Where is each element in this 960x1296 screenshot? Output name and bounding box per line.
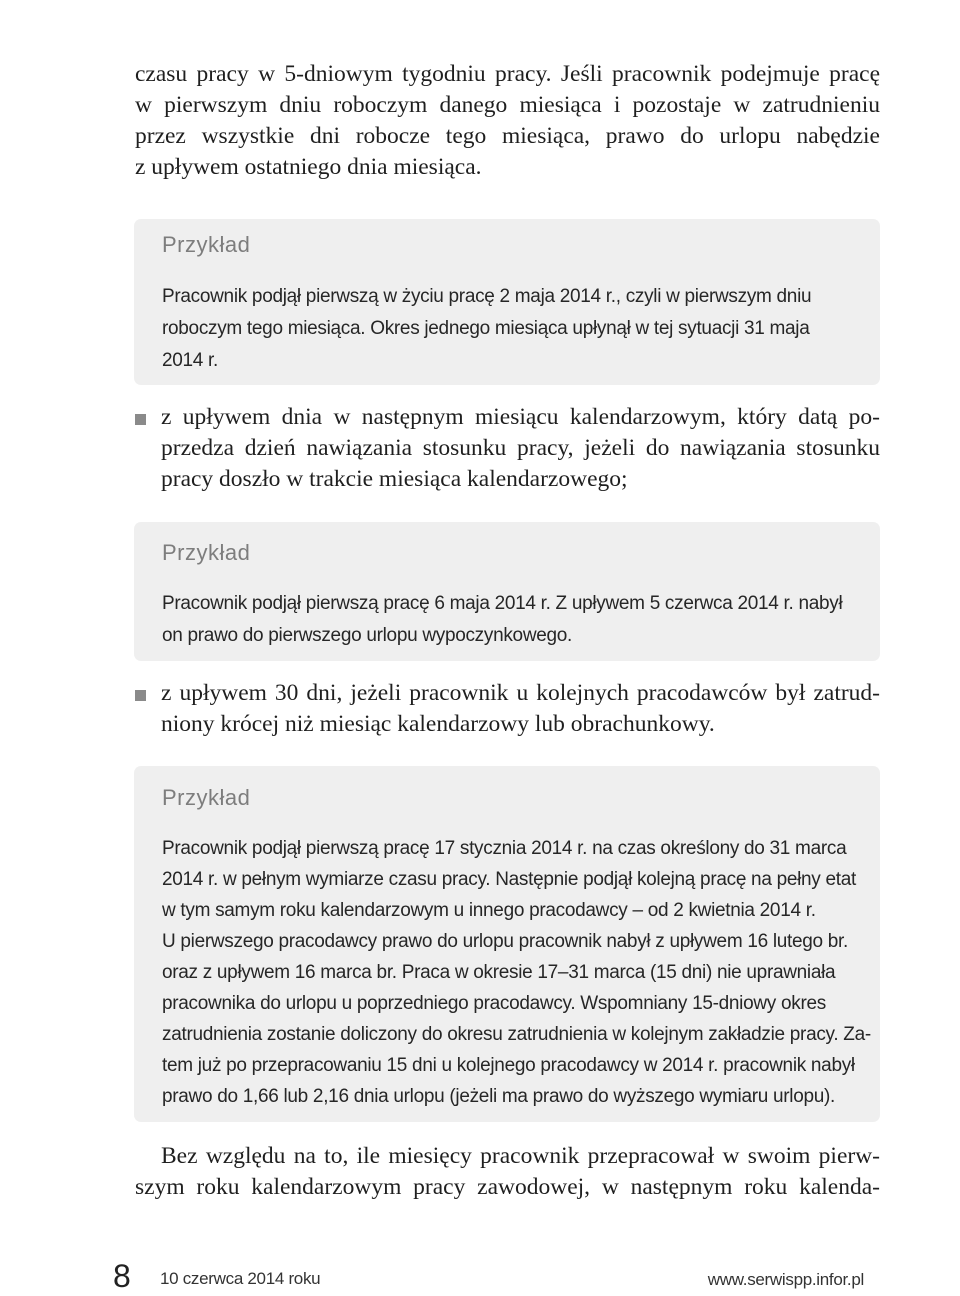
bullet-line: z upływem dnia w następnym miesiącu kalendarzowym, który datą po-	[161, 404, 880, 430]
example-line: Pracownik podjął pierwszą pracę 6 maja 2014 r. Z upływem 5 czerwca 2014 r. nabył	[162, 593, 843, 614]
example-box-1	[134, 219, 880, 385]
bullet-line: przedza dzień nawiązania stosunku pracy, jeżeli do nawiązania stosunku	[161, 435, 880, 461]
bullet-square-icon	[135, 690, 146, 701]
example-title: Przykład	[162, 785, 251, 810]
bullet-text	[161, 402, 880, 495]
example-box-3	[134, 766, 880, 1122]
bullet-item-2	[135, 678, 880, 740]
example-line: zatrudnienia zostanie doliczony do okresu zatrudnienia w kolejnym zakładzie pracy. Za-	[162, 1024, 871, 1045]
example-line: tem już po przepracowaniu 15 dni u kolejnego pracodawcy w 2014 r. pracownik nabył	[162, 1055, 855, 1076]
example-body	[162, 833, 871, 1112]
closing-line: szym roku kalendarzowym pracy zawodowej, w następnym roku kalenda-	[135, 1174, 880, 1200]
intro-line: czasu pracy w 5-dniowym tygodniu pracy. Jeśli pracownik podejmuje pracę	[135, 61, 880, 87]
example-body	[162, 588, 848, 652]
example-title: Przykład	[162, 540, 251, 565]
example-line: w tym samym roku kalendarzowym u innego pracodawcy – od 2 kwietnia 2014 r.	[162, 900, 816, 921]
bullet-line: pracy doszło w trakcie miesiąca kalendarzowego;	[161, 466, 628, 492]
example-box-2	[134, 522, 880, 661]
example-line: Pracownik podjął pierwszą pracę 17 stycznia 2014 r. na czas określony do 31 marca	[162, 838, 847, 859]
footer-date: 10 czerwca 2014 roku	[160, 1269, 321, 1288]
example-line: pracownika do urlopu u poprzedniego pracodawcy. Wspomniany 15-dniowy okres	[162, 993, 826, 1014]
intro-line: z upływem ostatniego dnia miesiąca.	[135, 154, 482, 180]
footer-website-link[interactable]: www.serwispp.infor.pl	[707, 1270, 864, 1289]
example-line: 2014 r.	[162, 350, 219, 371]
example-line: oraz z upływem 16 marca br. Praca w okresie 17–31 marca (15 dni) nie uprawniała	[162, 962, 836, 983]
bullet-item-1	[135, 402, 880, 495]
example-line: roboczym tego miesiąca. Okres jednego miesiąca upłynął w tej sytuacji 31 maja	[162, 318, 810, 339]
bullet-text	[161, 678, 880, 740]
example-line: U pierwszego pracodawcy prawo do urlopu pracownik nabył z upływem 16 lutego br.	[162, 931, 849, 952]
intro-paragraph	[135, 59, 880, 183]
closing-paragraph	[135, 1141, 880, 1203]
bullet-square-icon	[135, 414, 146, 425]
example-title: Przykład	[162, 232, 251, 257]
bullet-line: z upływem 30 dni, jeżeli pracownik u kolejnych pracodawców był zatrud-	[161, 680, 880, 706]
example-line: 2014 r. w pełnym wymiarze czasu pracy. Następnie podjął kolejną pracę na pełny etat	[162, 869, 856, 890]
bullet-line: niony krócej niż miesiąc kalendarzowy lub obrachunkowy.	[161, 711, 715, 737]
example-line: prawo do 1,66 lub 2,16 dnia urlopu (jeżeli ma prawo do wyższego wymiaru urlopu).	[162, 1086, 836, 1107]
page-number: 8	[113, 1258, 131, 1294]
closing-line: Bez względu na to, ile miesięcy pracownik przepracował w swoim pierw-	[161, 1143, 880, 1169]
intro-line: przez wszystkie dni robocze tego miesiąca, prawo do urlopu nabędzie	[135, 123, 880, 149]
example-line: Pracownik podjął pierwszą w życiu pracę 2 maja 2014 r., czyli w pierwszym dniu	[162, 286, 812, 307]
intro-line: w pierwszym dniu roboczym danego miesiąca i pozostaje w zatrudnieniu	[135, 92, 880, 118]
example-line: on prawo do pierwszego urlopu wypoczynkowego.	[162, 625, 573, 646]
example-body	[162, 281, 848, 377]
